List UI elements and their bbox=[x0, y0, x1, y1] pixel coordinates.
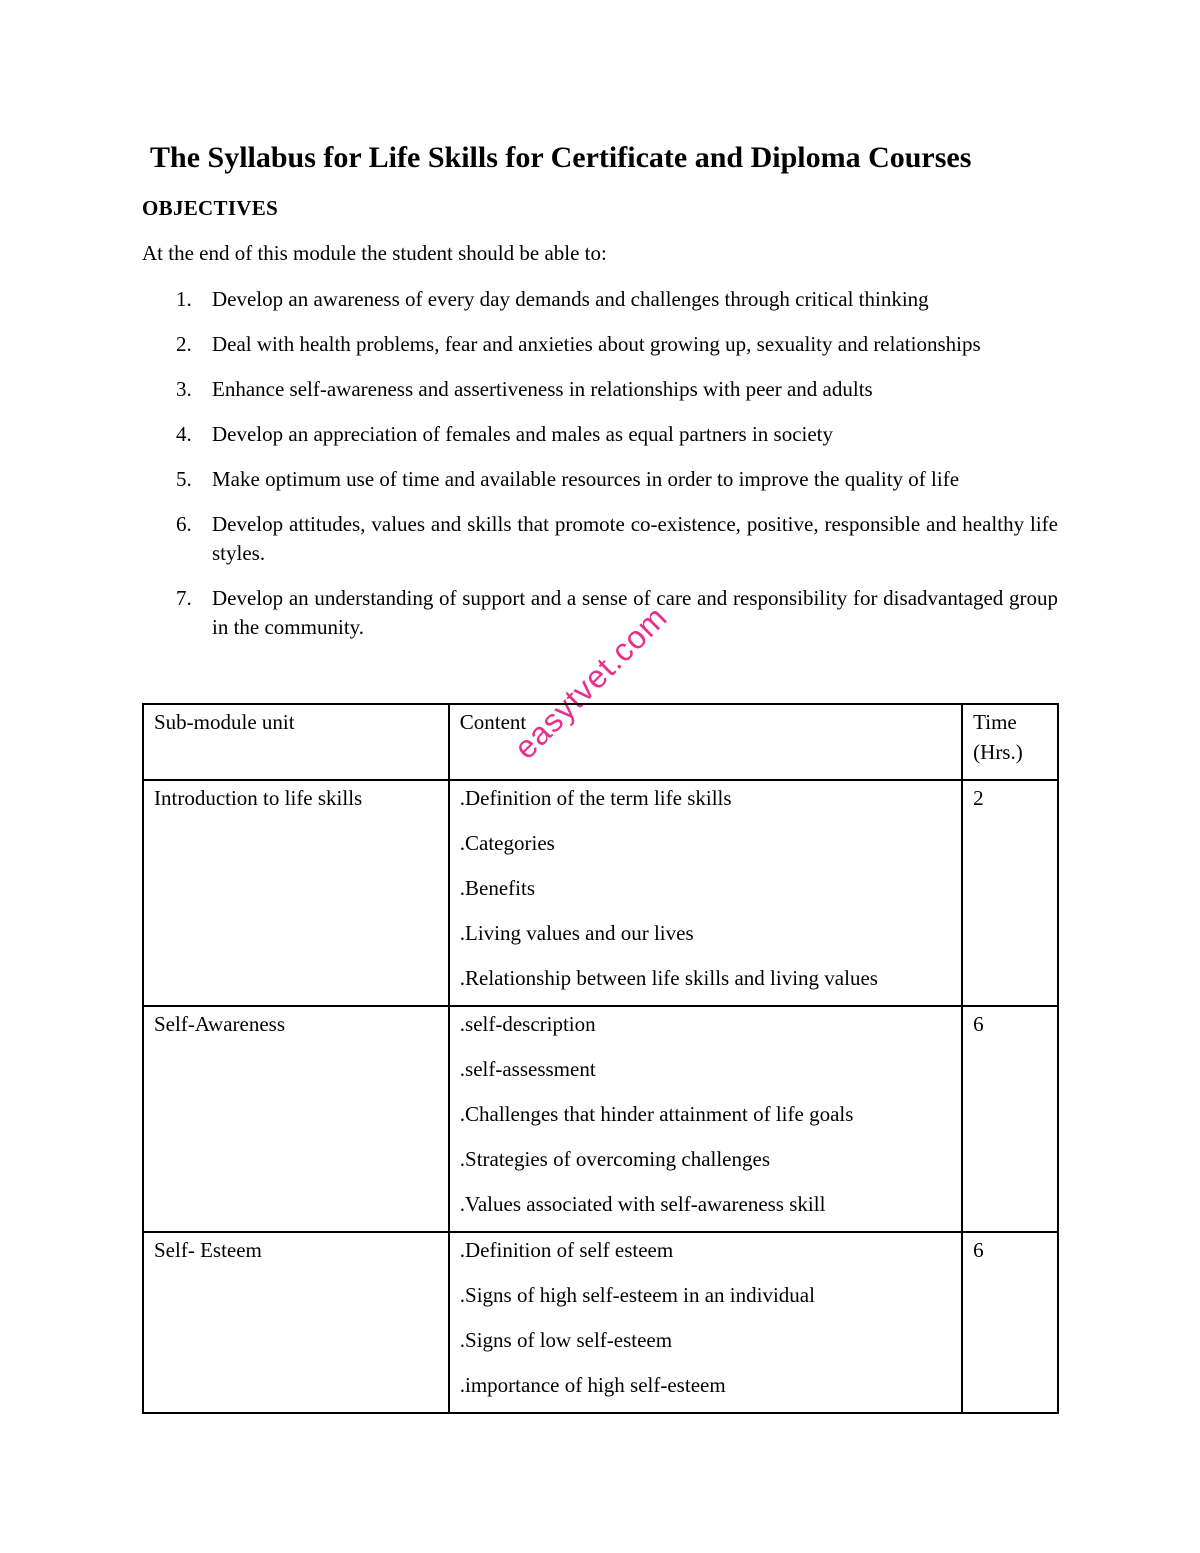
objective-item bbox=[142, 375, 1058, 404]
content-item: .self-assessment bbox=[459, 1057, 596, 1081]
objective-item bbox=[142, 584, 1058, 642]
time-cell bbox=[962, 1232, 1058, 1413]
header-time-label: Time (Hrs.) bbox=[973, 710, 1023, 764]
time-hours: 2 bbox=[973, 786, 984, 810]
content-item: .Definition of the term life skills bbox=[459, 786, 732, 810]
objective-item bbox=[142, 465, 1058, 494]
content-item: .Relationship between life skills and living values bbox=[459, 966, 878, 990]
table-row bbox=[143, 1232, 1058, 1413]
content-item: .Benefits bbox=[459, 876, 535, 900]
content-item: .Strategies of overcoming challenges bbox=[459, 1147, 770, 1171]
table-header-row bbox=[143, 704, 1058, 780]
time-cell bbox=[962, 1006, 1058, 1232]
objective-item bbox=[142, 510, 1058, 568]
header-unit-label: Sub-module unit bbox=[154, 710, 295, 734]
objective-item bbox=[142, 330, 1058, 359]
objective-number: 4. bbox=[176, 422, 192, 446]
time-hours: 6 bbox=[973, 1012, 984, 1036]
content-cell bbox=[449, 1006, 962, 1232]
content-item: .Signs of low self-esteem bbox=[459, 1328, 673, 1352]
content-item: .Categories bbox=[459, 831, 555, 855]
objective-text: Develop attitudes, values and skills that promote co-existence, positive, responsible and healthy life styles. bbox=[212, 512, 1058, 565]
content-item: .Signs of high self-esteem in an individual bbox=[459, 1283, 815, 1307]
watermark-text: easytvet.com bbox=[506, 598, 675, 766]
unit-name: Introduction to life skills bbox=[154, 786, 363, 810]
unit-cell bbox=[143, 780, 449, 1006]
unit-cell bbox=[143, 1232, 449, 1413]
content-cell bbox=[449, 1232, 962, 1413]
header-time bbox=[962, 704, 1058, 780]
objectives-heading: OBJECTIVES bbox=[142, 196, 279, 220]
content-item: .Challenges that hinder attainment of life goals bbox=[459, 1102, 854, 1126]
time-cell bbox=[962, 780, 1058, 1006]
objective-item bbox=[142, 285, 1058, 314]
objective-number: 5. bbox=[176, 467, 192, 491]
header-content-label: Content bbox=[459, 710, 527, 734]
content-item: .Definition of self esteem bbox=[459, 1238, 674, 1262]
objective-text: Develop an understanding of support and a sense of care and responsibility for disadvantaged group in the community. bbox=[212, 586, 1058, 639]
header-content bbox=[449, 704, 962, 780]
content-item: .Values associated with self-awareness skill bbox=[459, 1192, 826, 1216]
objective-number: 1. bbox=[176, 287, 192, 311]
objective-number: 3. bbox=[176, 377, 192, 401]
objective-text: Develop an awareness of every day demands and challenges through critical thinking bbox=[212, 287, 929, 311]
header-unit bbox=[143, 704, 449, 780]
content-item: .importance of high self-esteem bbox=[459, 1373, 726, 1397]
objectives-list bbox=[142, 285, 1058, 658]
syllabus-table bbox=[142, 703, 1059, 1414]
table-row bbox=[143, 780, 1058, 1006]
objective-text: Develop an appreciation of females and males as equal partners in society bbox=[212, 422, 834, 446]
unit-cell bbox=[143, 1006, 449, 1232]
document-title: The Syllabus for Life Skills for Certificate and Diploma Courses bbox=[150, 141, 972, 174]
content-cell bbox=[449, 780, 962, 1006]
table-row bbox=[143, 1006, 1058, 1232]
content-item: .Living values and our lives bbox=[459, 921, 694, 945]
objective-number: 7. bbox=[176, 586, 192, 610]
objectives-intro: At the end of this module the student should be able to: bbox=[142, 241, 607, 265]
time-hours: 6 bbox=[973, 1238, 984, 1262]
unit-name: Self- Esteem bbox=[154, 1238, 262, 1262]
content-item: .self-description bbox=[459, 1012, 596, 1036]
objective-text: Enhance self-awareness and assertiveness in relationships with peer and adults bbox=[212, 377, 873, 401]
objective-number: 2. bbox=[176, 332, 192, 356]
objective-number: 6. bbox=[176, 512, 192, 536]
objective-text: Deal with health problems, fear and anxieties about growing up, sexuality and relationships bbox=[212, 332, 981, 356]
objective-item bbox=[142, 420, 1058, 449]
unit-name: Self-Awareness bbox=[154, 1012, 286, 1036]
objective-text: Make optimum use of time and available resources in order to improve the quality of life bbox=[212, 467, 960, 491]
